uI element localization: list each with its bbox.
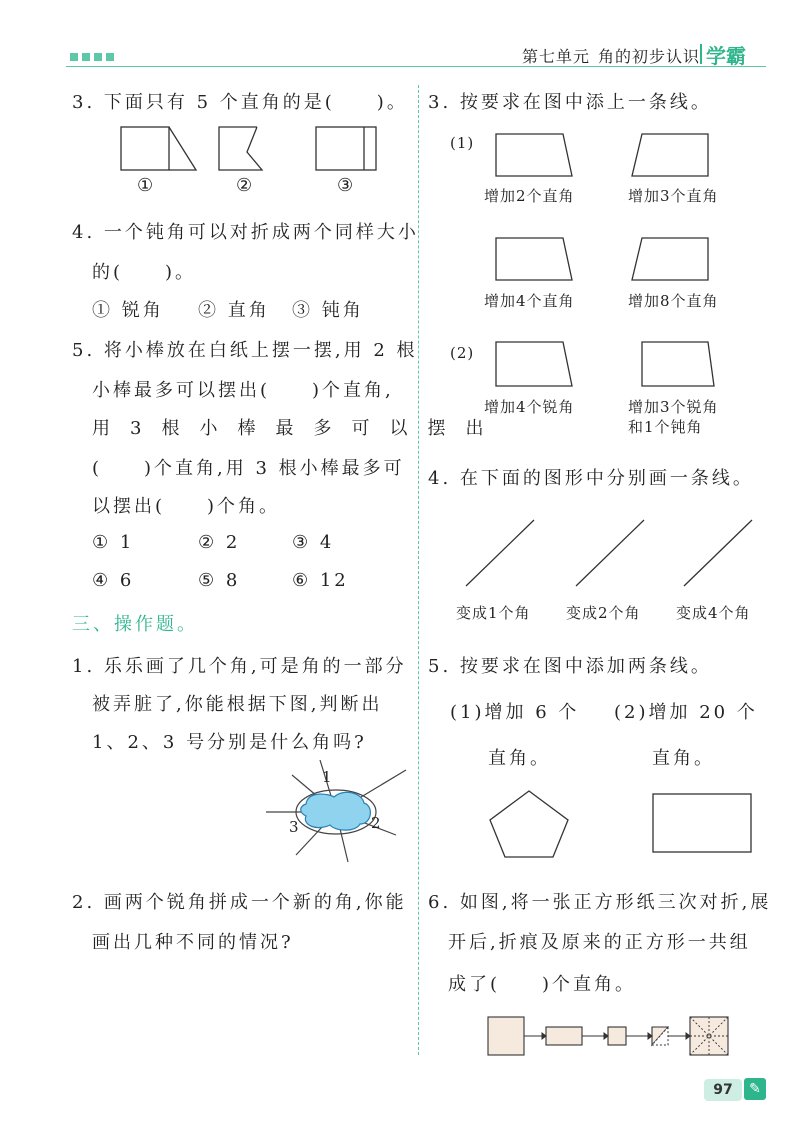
op1-line2: 被弄脏了,你能根据下图,判断出 (92, 694, 383, 715)
caption: 增加8个直角 (628, 292, 719, 310)
option-label: ② 直角 (198, 300, 270, 321)
r-question-4-title: 4. 在下面的图形中分别画一条线。 (428, 468, 754, 489)
unit-label: 第七单元 (522, 47, 591, 66)
part-label: (1) (450, 134, 475, 152)
question-5-line5: 以摆出( )个角。 (92, 496, 281, 517)
option-label: ③ 4 (292, 532, 335, 553)
question-5-line2: 小棒最多可以摆出( )个直角, (92, 380, 394, 401)
caption: 增加3个锐角 (628, 398, 719, 416)
op2-line1: 2. 画两个锐角拼成一个新的角,你能 (72, 892, 407, 913)
op2-line2: 画出几种不同的情况? (92, 932, 294, 953)
caption: 变成2个角 (566, 604, 641, 622)
option-label: ② (236, 175, 256, 196)
option-label: ⑥ 12 (292, 570, 349, 591)
r-question-6-line3: 成了( )个直角。 (448, 974, 637, 995)
caption: 和1个钝角 (628, 418, 703, 436)
option-label: ① 1 (92, 532, 135, 553)
option-label: ② 2 (198, 532, 241, 553)
part-label: (2) (450, 344, 475, 362)
question-5-line3: 用 3 根 小 棒 最 多 可 以 摆 出 (92, 418, 485, 439)
caption: 增加4个直角 (484, 292, 575, 310)
q5-part2: (2)增加 20 个 (614, 702, 758, 723)
option-label: ① 锐角 (92, 300, 164, 321)
angle-label-1: 1 (322, 768, 335, 786)
question-3-text: 3. 下面只有 5 个直角的是( )。 (72, 92, 408, 113)
option-label: ③ (337, 175, 357, 196)
brand-logo: 学霸 (706, 44, 746, 68)
r-question-6-line1: 6. 如图,将一张正方形纸三次对折,展 (428, 892, 772, 913)
r-question-3-title: 3. 按要求在图中添上一条线。 (428, 92, 712, 113)
option-label: ④ 6 (92, 570, 135, 591)
question-5-line1: 5. 将小棒放在白纸上摆一摆,用 2 根 (72, 340, 418, 361)
pencil-icon: ✎ (744, 1078, 766, 1100)
page-number: 97 (704, 1079, 742, 1101)
caption: 变成4个角 (676, 604, 751, 622)
option-label: ① (137, 175, 157, 196)
option-label: ⑤ 8 (198, 570, 241, 591)
q5-part1-tail: 直角。 (488, 748, 551, 769)
caption: 增加2个直角 (484, 187, 575, 205)
op1-line1: 1. 乐乐画了几个角,可是角的一部分 (72, 656, 407, 677)
chapter-title: 角的初步认识 (598, 47, 701, 66)
caption: 变成1个角 (456, 604, 531, 622)
r-question-5-title: 5. 按要求在图中添加两条线。 (428, 656, 712, 677)
caption: 增加3个直角 (628, 187, 719, 205)
section-heading: 三、操作题。 (72, 614, 198, 635)
q5-part1: (1)增加 6 个 (450, 702, 580, 723)
question-5-line4: ( )个直角,用 3 根小棒最多可 (92, 458, 405, 479)
caption: 增加4个锐角 (484, 398, 575, 416)
angle-label-2: 2 (371, 814, 384, 832)
angle-label-3: 3 (289, 818, 302, 836)
op1-line3: 1、2、3 号分别是什么角吗? (92, 732, 367, 753)
question-4-line2: 的( )。 (92, 262, 197, 283)
question-4-line1: 4. 一个钝角可以对折成两个同样大小 (72, 222, 419, 243)
option-label: ③ 钝角 (292, 300, 364, 321)
q5-part2-tail: 直角。 (652, 748, 715, 769)
r-question-6-line2: 开后,折痕及原来的正方形一共组 (448, 932, 751, 953)
